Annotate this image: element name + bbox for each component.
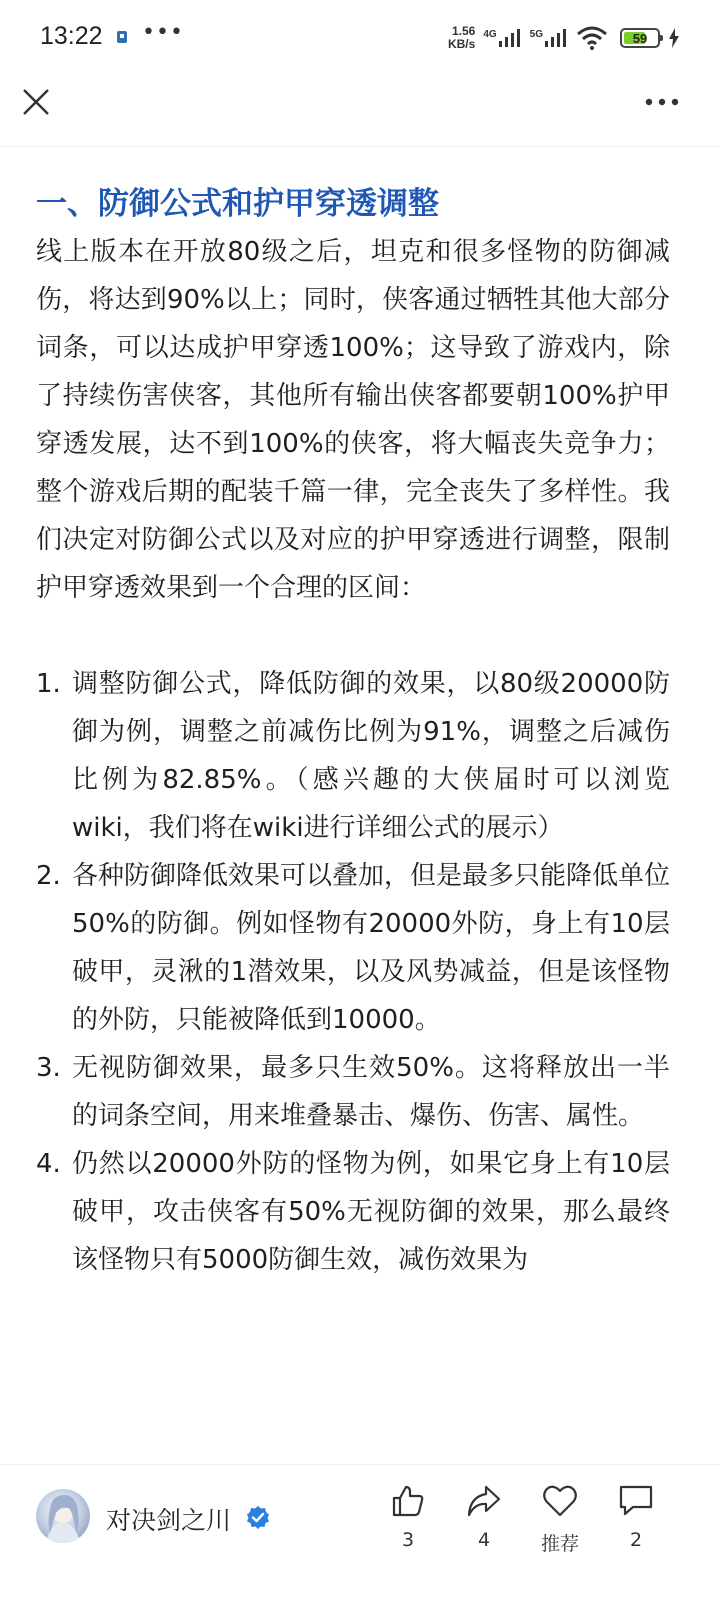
list-item-number: 4. xyxy=(36,1149,61,1179)
list-item-text: 调整防御公式，降低防御的效果，以80级20000防御为例，调整之前减伤比例为91%，调整之后减伤比例为82.85%。（感兴趣的大侠届时可以浏览wiki，我们将在wiki进行详细公式的展示） xyxy=(72,669,670,843)
comment-count: 2 xyxy=(629,1529,643,1551)
recommend-label: 推荐 xyxy=(540,1533,579,1555)
author-name[interactable]: 对决剑之川 xyxy=(106,1506,232,1535)
battery-level: 59 xyxy=(632,30,648,46)
network-5g xyxy=(530,27,568,49)
close-icon[interactable] xyxy=(20,86,52,118)
share-icon xyxy=(466,1483,502,1519)
list-item xyxy=(36,660,670,852)
article-body xyxy=(36,180,670,1284)
list-item-text: 无视防御效果，最多只生效50%。这将释放出一半的词条空间，用来堆叠暴击、爆伤、伤害、属性。 xyxy=(72,1053,670,1131)
heart-icon xyxy=(542,1483,578,1519)
status-indicators xyxy=(448,20,680,56)
comment-icon xyxy=(617,1483,655,1519)
notification-icon xyxy=(116,30,128,44)
more-notifications-icon: ••• xyxy=(142,20,184,45)
bottom-action-bar xyxy=(0,1464,720,1601)
list-item-text: 仍然以20000外防的怪物为例，如果它身上有10层破甲，攻击侠客有50%无视防御的效果，那么最终该怪物只有5000防御生效，减伤效果为 xyxy=(72,1149,670,1275)
avatar-image xyxy=(36,1489,90,1543)
network-5g-label: 5G xyxy=(529,29,543,40)
list-item xyxy=(36,852,670,1044)
author-avatar[interactable] xyxy=(36,1489,90,1543)
list-item xyxy=(36,1140,670,1284)
network-speed xyxy=(448,25,475,51)
network-4g-label: 4G xyxy=(483,29,497,40)
app-header xyxy=(0,76,720,147)
article-heading: 一、防御公式和护甲穿透调整 xyxy=(36,186,439,222)
battery-indicator xyxy=(620,28,660,48)
signal-4g-icon xyxy=(498,27,522,49)
verified-badge-icon xyxy=(246,1505,270,1529)
adjustment-list xyxy=(36,660,670,1284)
article-intro: 线上版本在开放80级之后，坦克和很多怪物的防御减伤，将达到90%以上；同时，侠客通过牺牲其他大部分词条，可以达成护甲穿透100%；这导致了游戏内，除了持续伤害侠客，其他所有输出侠客都要朝100%护甲穿透发展，达不到100%的侠客，将大幅丧失竞争力；整个游戏后期的配装千篇一律，完全丧失了多样性。我们决定对防御公式以及对应的护甲穿透进行调整，限制护甲穿透效果到一个合理的区间： xyxy=(36,237,670,603)
status-time: 13:22 xyxy=(40,22,103,50)
list-item-number: 3. xyxy=(36,1053,61,1083)
recommend-button[interactable] xyxy=(530,1483,590,1556)
network-speed-value: 1.56 xyxy=(451,24,476,38)
network-speed-unit: KB/s xyxy=(447,37,476,51)
like-button[interactable] xyxy=(378,1483,438,1551)
like-count: 3 xyxy=(401,1529,415,1551)
comment-button[interactable] xyxy=(606,1483,666,1551)
wifi-icon xyxy=(576,26,608,50)
list-item-number: 1. xyxy=(36,669,61,699)
list-item-text: 各种防御降低效果可以叠加，但是最多只能降低单位50%的防御。例如怪物有20000外防，身上有10层破甲，灵湫的1潜效果，以及风势减益，但是该怪物的外防，只能被降低到10000。 xyxy=(72,861,671,1035)
list-item-number: 2. xyxy=(36,861,61,891)
signal-5g-icon xyxy=(544,27,568,49)
share-count: 4 xyxy=(477,1529,491,1551)
list-item xyxy=(36,1044,670,1140)
network-4g xyxy=(483,27,521,49)
status-bar xyxy=(0,0,720,76)
charging-icon xyxy=(668,28,680,48)
more-options-icon[interactable] xyxy=(644,88,680,116)
thumbs-up-icon xyxy=(390,1483,426,1519)
share-button[interactable] xyxy=(454,1483,514,1551)
